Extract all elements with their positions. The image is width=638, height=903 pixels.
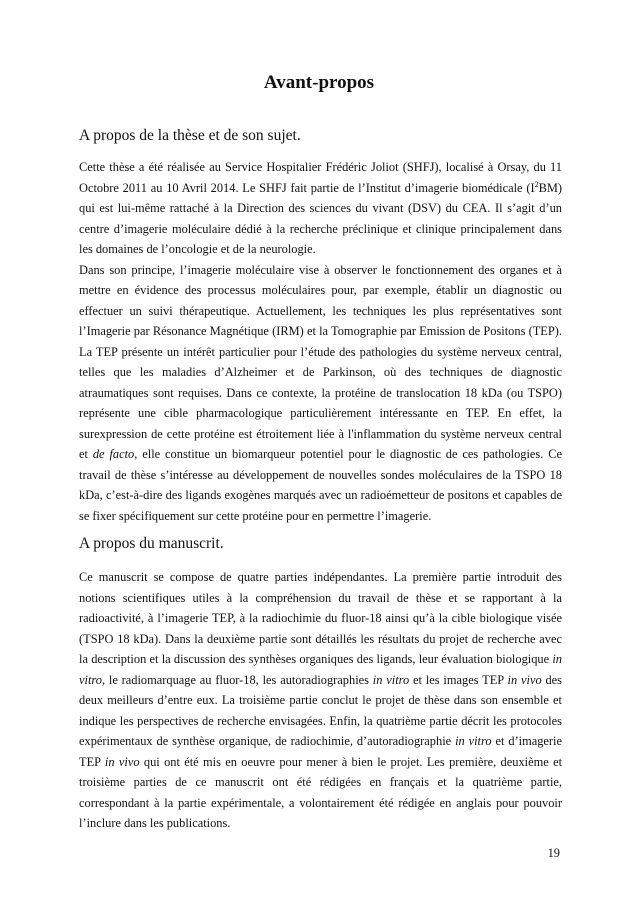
section-body-manuscript [79, 567, 562, 834]
text-run: des deux meilleurs d’entre eux. La troisième partie conclut le projet de thèse dans son ensemble et indique les perspectives de recherche envisagées. Enfin, la quatrième partie décrit les protocoles expérimentaux de synthèse organique, de radiochimie, d’autoradiographie [79, 672, 562, 748]
page-title: Avant-propos [263, 72, 375, 93]
paragraph-thesis-location [79, 157, 562, 260]
section-heading-manuscript: A propos du manuscrit. [79, 535, 224, 552]
italic-term: in vivo [507, 672, 542, 687]
page-number: 19 [547, 846, 560, 860]
text-run: BM) qui est lui-même rattaché à la Direction des sciences du vivant (DSV) du CEA. Il s’agit d’un centre d’imagerie moléculaire dédié à la recherche préclinique et clinique principalement dans les domaines de l’oncologie et de la neurologie. [79, 180, 562, 256]
text-run: et les images TEP [409, 672, 508, 687]
italic-term: in vitro [79, 652, 562, 687]
italic-term: de facto [92, 447, 135, 461]
italic-term: in vitro [455, 734, 492, 748]
text-run: et d’imagerie TEP [79, 734, 562, 769]
superscript: 2 [534, 179, 539, 189]
text-run: qui ont été mis en oeuvre pour mener à bien le projet. Les première, deuxième et troisième parties de ce manuscrit ont été rédigées en français et la quatrième partie, correspondant à la partie expérimentale, a volontairement été rédigée en anglais pour pouvoir l’inclure dans les publications. [79, 754, 563, 830]
text-run: Cette thèse a été réalisée au Service Hospitalier Frédéric Joliot (SHFJ), localisé à Orsay, du 11 Octobre 2011 au 10 Avril 2014. Le SHFJ fait partie de l’Institut d’imagerie biomédicale (I [79, 160, 562, 195]
paragraph-manuscript-structure [79, 567, 562, 834]
text-run: , le radiomarquage au fluor-18, les autoradiographies [101, 672, 373, 687]
text-run: , elle constitue un biomarqueur potentiel pour le diagnostic de ces pathologies. Ce travail de thèse s’intéresse au développement de nouvelles sondes moléculaires de la TSPO 18 kDa, c’est-à-dire des ligands exogènes marqués avec un radioémetteur de positons et capables de se fixer spécifiquement sur cette protéine pour en permettre l’imagerie. [79, 447, 563, 523]
text-run: Dans son principe, l’imagerie moléculaire vise à observer le fonctionnement des organes et à mettre en évidence des processus moléculaires pour, par exemple, établir un diagnostic ou effectuer un suivi thérapeutique. Actuellement, les techniques les plus représentatives sont l’Imagerie par Résonance Magnétique (IRM) et la Tomographie par Emission de Positons (TEP). La TEP présente un intérêt particulier pour l’étude des pathologies du système nerveux central, telles que les maladies d’Alzheimer et de Parkinson, où des techniques de diagnostic atraumatiques sont requises. Dans ce contexte, la protéine de translocation 18 kDa (ou TSPO) représente une cible pharmacologique particulièrement intéressante en TEP. En effet, la surexpression de cette protéine est étroitement liée à l'inflammation du système nerveux central et [79, 262, 562, 461]
italic-term: in vitro [372, 672, 410, 687]
section-heading-thesis: A propos de la thèse et de son sujet. [79, 127, 301, 144]
text-run: Ce manuscrit se compose de quatre parties indépendantes. La première partie introduit des notions scientifiques utiles à la compréhension du travail de thèse et se rapportant à la radioactivité, à l’imagerie TEP, à la radiochimie du fluor-18 ainsi qu’à la cible biologique visée (TSPO 18 kDa). Dans la deuxième partie sont détaillés les résultats du projet de recherche avec la description et la discussion des synthèses organiques des ligands, leur évaluation biologique [79, 570, 562, 666]
italic-term: in vivo [104, 754, 140, 769]
section-body-thesis [79, 157, 562, 526]
paragraph-molecular-imaging [79, 260, 562, 527]
